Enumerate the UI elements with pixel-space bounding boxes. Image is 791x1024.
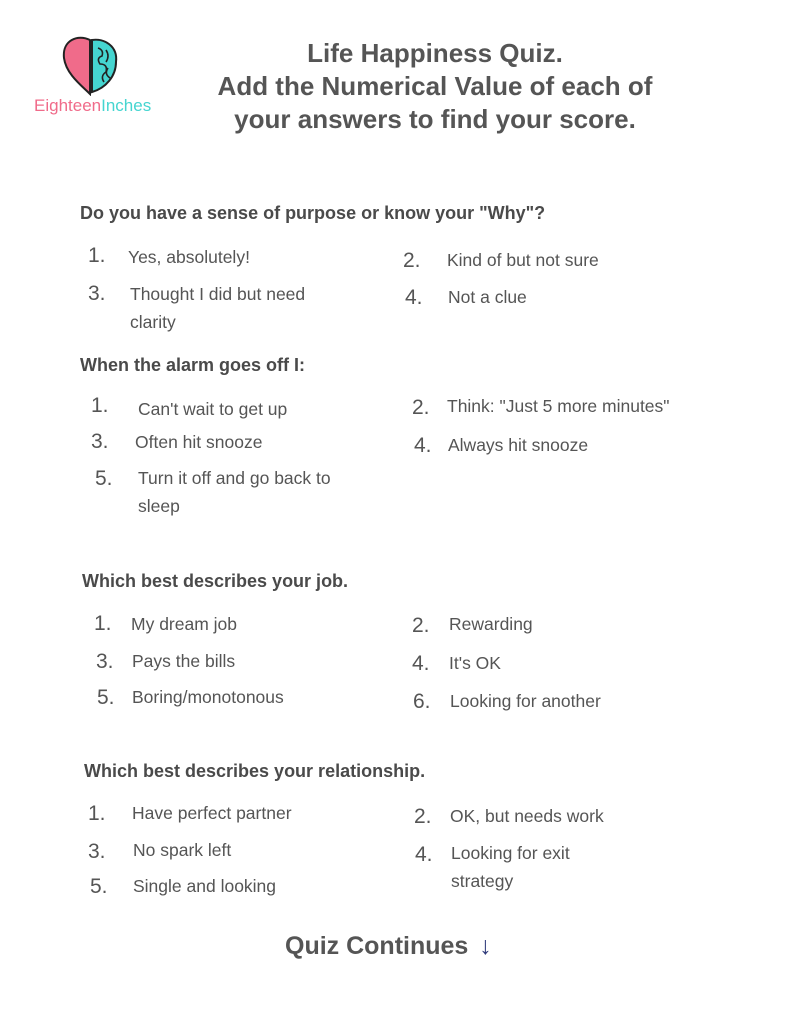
page-subtitle-line2: your answers to find your score. xyxy=(234,104,636,134)
option-label: Have perfect partner xyxy=(132,803,292,823)
option-number: 3. xyxy=(96,650,114,673)
option-label: Yes, absolutely! xyxy=(128,247,250,267)
option-label: Think: "Just 5 more minutes" xyxy=(447,396,670,416)
option-number: 1. xyxy=(94,612,112,635)
option-label: Always hit snooze xyxy=(448,435,589,455)
option-label: Can't wait to get up xyxy=(138,399,288,419)
question-1: Do you have a sense of purpose or know your "Why"? xyxy=(80,203,546,223)
option-label: OK, but needs work xyxy=(450,806,604,826)
option-label: Pays the bills xyxy=(132,651,236,671)
option-number: 6. xyxy=(413,690,431,713)
option-number: 1. xyxy=(88,802,106,825)
option-number: 2. xyxy=(414,805,432,828)
option-number: 3. xyxy=(91,430,109,453)
question-2: When the alarm goes off I: xyxy=(80,355,306,375)
option-label: Rewarding xyxy=(449,614,533,634)
option-label: It's OK xyxy=(449,653,501,673)
logo-wordmark: EighteenInches xyxy=(34,96,152,115)
option-number: 4. xyxy=(412,652,430,675)
option-number: 2. xyxy=(412,614,430,637)
option-number: 5. xyxy=(95,467,113,490)
option-number: 5. xyxy=(97,686,115,709)
option-label: Thought I did but need clarity xyxy=(130,284,306,332)
question-3: Which best describes your job. xyxy=(82,571,349,591)
option-number: 3. xyxy=(88,282,106,305)
option-number: 5. xyxy=(90,875,108,898)
option-label: Not a clue xyxy=(448,287,527,307)
option-label: My dream job xyxy=(131,614,238,634)
option-label: Looking for exit strategy xyxy=(451,843,570,891)
arrow-down-icon: ↓ xyxy=(479,932,492,960)
option-number: 3. xyxy=(88,840,106,863)
option-label: No spark left xyxy=(133,840,232,860)
option-number: 4. xyxy=(405,286,423,309)
option-number: 2. xyxy=(412,396,430,419)
option-label: Turn it off and go back to sleep xyxy=(138,468,331,516)
option-label: Single and looking xyxy=(133,876,277,896)
question-4: Which best describes your relationship. xyxy=(84,761,426,781)
option-label: Often hit snooze xyxy=(135,432,263,452)
option-number: 4. xyxy=(415,843,433,866)
option-label: Kind of but not sure xyxy=(447,250,599,270)
option-number: 1. xyxy=(91,394,109,417)
page-subtitle-line1: Add the Numerical Value of each of xyxy=(217,71,653,101)
quiz-continues-label: Quiz Continues ↓ xyxy=(285,932,492,960)
option-label: Boring/monotonous xyxy=(132,687,284,707)
option-label: Looking for another xyxy=(450,691,601,711)
option-number: 2. xyxy=(403,249,421,272)
page-title: Life Happiness Quiz. xyxy=(307,38,563,68)
logo-heart-brain-icon xyxy=(58,36,122,96)
option-number: 4. xyxy=(414,434,432,457)
option-number: 1. xyxy=(88,244,106,267)
